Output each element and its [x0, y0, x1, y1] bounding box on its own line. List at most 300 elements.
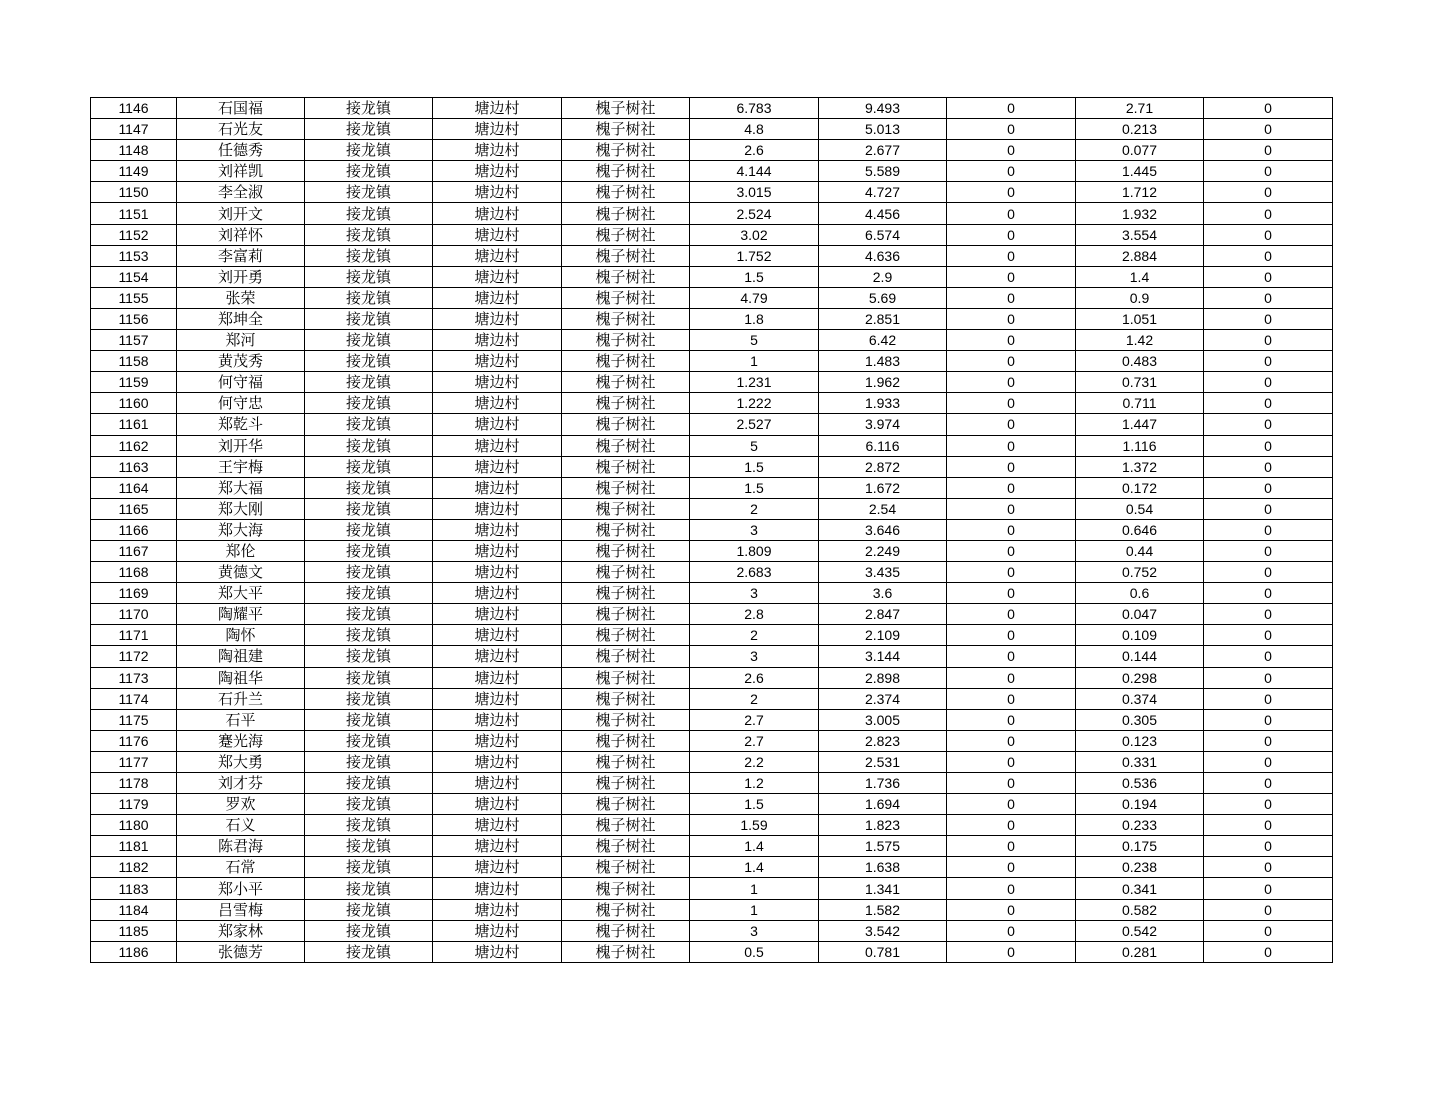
group-cell: 槐子树社 — [562, 372, 690, 393]
row-id-cell: 1174 — [91, 688, 177, 709]
name-cell: 石升兰 — [177, 688, 305, 709]
row-id-cell: 1181 — [91, 836, 177, 857]
town-cell: 接龙镇 — [305, 330, 433, 351]
village-cell: 塘边村 — [433, 709, 562, 730]
value-e-cell: 0 — [1204, 878, 1333, 899]
group-cell: 槐子树社 — [562, 245, 690, 266]
town-cell: 接龙镇 — [305, 245, 433, 266]
row-id-cell: 1157 — [91, 330, 177, 351]
value-e-cell: 0 — [1204, 751, 1333, 772]
row-id-cell: 1148 — [91, 140, 177, 161]
value-a-cell: 1.222 — [690, 393, 819, 414]
value-e-cell: 0 — [1204, 562, 1333, 583]
row-id-cell: 1163 — [91, 456, 177, 477]
value-d-cell: 0.175 — [1076, 836, 1204, 857]
town-cell: 接龙镇 — [305, 351, 433, 372]
value-d-cell: 1.051 — [1076, 308, 1204, 329]
table-row — [91, 245, 1333, 266]
value-d-cell: 0.752 — [1076, 562, 1204, 583]
village-cell: 塘边村 — [433, 266, 562, 287]
town-cell: 接龙镇 — [305, 161, 433, 182]
town-cell: 接龙镇 — [305, 730, 433, 751]
town-cell: 接龙镇 — [305, 920, 433, 941]
village-cell: 塘边村 — [433, 751, 562, 772]
value-c-cell: 0 — [947, 519, 1076, 540]
village-cell: 塘边村 — [433, 140, 562, 161]
value-e-cell: 0 — [1204, 224, 1333, 245]
value-a-cell: 3 — [690, 583, 819, 604]
row-id-cell: 1175 — [91, 709, 177, 730]
group-cell: 槐子树社 — [562, 878, 690, 899]
name-cell: 石义 — [177, 815, 305, 836]
value-b-cell: 3.974 — [819, 414, 947, 435]
value-d-cell: 0.109 — [1076, 625, 1204, 646]
value-b-cell: 1.736 — [819, 773, 947, 794]
town-cell: 接龙镇 — [305, 751, 433, 772]
value-a-cell: 6.783 — [690, 98, 819, 119]
value-c-cell: 0 — [947, 562, 1076, 583]
value-c-cell: 0 — [947, 667, 1076, 688]
row-id-cell: 1155 — [91, 287, 177, 308]
value-d-cell: 0.731 — [1076, 372, 1204, 393]
town-cell: 接龙镇 — [305, 562, 433, 583]
value-c-cell: 0 — [947, 98, 1076, 119]
value-e-cell: 0 — [1204, 245, 1333, 266]
name-cell: 刘祥怀 — [177, 224, 305, 245]
value-e-cell: 0 — [1204, 794, 1333, 815]
value-a-cell: 1 — [690, 351, 819, 372]
table-row — [91, 794, 1333, 815]
row-id-cell: 1161 — [91, 414, 177, 435]
table-row — [91, 519, 1333, 540]
row-id-cell: 1154 — [91, 266, 177, 287]
value-a-cell: 3 — [690, 920, 819, 941]
value-c-cell: 0 — [947, 730, 1076, 751]
village-cell: 塘边村 — [433, 203, 562, 224]
table-row — [91, 372, 1333, 393]
row-id-cell: 1153 — [91, 245, 177, 266]
town-cell: 接龙镇 — [305, 140, 433, 161]
value-e-cell: 0 — [1204, 646, 1333, 667]
name-cell: 李富莉 — [177, 245, 305, 266]
value-e-cell: 0 — [1204, 372, 1333, 393]
value-a-cell: 2.683 — [690, 562, 819, 583]
value-e-cell: 0 — [1204, 498, 1333, 519]
town-cell: 接龙镇 — [305, 435, 433, 456]
value-e-cell: 0 — [1204, 625, 1333, 646]
town-cell: 接龙镇 — [305, 372, 433, 393]
row-id-cell: 1165 — [91, 498, 177, 519]
group-cell: 槐子树社 — [562, 203, 690, 224]
group-cell: 槐子树社 — [562, 519, 690, 540]
group-cell: 槐子树社 — [562, 351, 690, 372]
value-a-cell: 1.5 — [690, 266, 819, 287]
table-row — [91, 224, 1333, 245]
name-cell: 黄德文 — [177, 562, 305, 583]
value-b-cell: 4.727 — [819, 182, 947, 203]
name-cell: 刘开文 — [177, 203, 305, 224]
row-id-cell: 1160 — [91, 393, 177, 414]
value-d-cell: 1.116 — [1076, 435, 1204, 456]
town-cell: 接龙镇 — [305, 857, 433, 878]
value-e-cell: 0 — [1204, 456, 1333, 477]
value-b-cell: 2.109 — [819, 625, 947, 646]
value-a-cell: 1.5 — [690, 456, 819, 477]
table-row — [91, 562, 1333, 583]
town-cell: 接龙镇 — [305, 583, 433, 604]
village-cell: 塘边村 — [433, 815, 562, 836]
value-a-cell: 3 — [690, 646, 819, 667]
town-cell: 接龙镇 — [305, 266, 433, 287]
group-cell: 槐子树社 — [562, 794, 690, 815]
value-d-cell: 0.123 — [1076, 730, 1204, 751]
table-row — [91, 435, 1333, 456]
name-cell: 郑坤全 — [177, 308, 305, 329]
value-a-cell: 2.6 — [690, 667, 819, 688]
group-cell: 槐子树社 — [562, 477, 690, 498]
group-cell: 槐子树社 — [562, 646, 690, 667]
group-cell: 槐子树社 — [562, 98, 690, 119]
value-b-cell: 1.823 — [819, 815, 947, 836]
town-cell: 接龙镇 — [305, 625, 433, 646]
village-cell: 塘边村 — [433, 119, 562, 140]
row-id-cell: 1158 — [91, 351, 177, 372]
value-a-cell: 2.7 — [690, 709, 819, 730]
table-row — [91, 730, 1333, 751]
town-cell: 接龙镇 — [305, 498, 433, 519]
row-id-cell: 1170 — [91, 604, 177, 625]
value-e-cell: 0 — [1204, 540, 1333, 561]
value-b-cell: 2.9 — [819, 266, 947, 287]
value-a-cell: 1.231 — [690, 372, 819, 393]
group-cell: 槐子树社 — [562, 583, 690, 604]
value-a-cell: 3 — [690, 519, 819, 540]
group-cell: 槐子树社 — [562, 709, 690, 730]
name-cell: 石常 — [177, 857, 305, 878]
value-e-cell: 0 — [1204, 161, 1333, 182]
value-e-cell: 0 — [1204, 330, 1333, 351]
group-cell: 槐子树社 — [562, 604, 690, 625]
table-row — [91, 709, 1333, 730]
table-row — [91, 98, 1333, 119]
village-cell: 塘边村 — [433, 941, 562, 962]
value-b-cell: 1.962 — [819, 372, 947, 393]
value-d-cell: 0.172 — [1076, 477, 1204, 498]
row-id-cell: 1156 — [91, 308, 177, 329]
value-a-cell: 0.5 — [690, 941, 819, 962]
value-e-cell: 0 — [1204, 477, 1333, 498]
town-cell: 接龙镇 — [305, 794, 433, 815]
table-row — [91, 477, 1333, 498]
village-cell: 塘边村 — [433, 625, 562, 646]
village-cell: 塘边村 — [433, 287, 562, 308]
name-cell: 郑大福 — [177, 477, 305, 498]
name-cell: 郑大勇 — [177, 751, 305, 772]
table-row — [91, 161, 1333, 182]
value-b-cell: 2.872 — [819, 456, 947, 477]
name-cell: 刘祥凯 — [177, 161, 305, 182]
group-cell: 槐子树社 — [562, 435, 690, 456]
table-row — [91, 878, 1333, 899]
village-cell: 塘边村 — [433, 688, 562, 709]
village-cell: 塘边村 — [433, 519, 562, 540]
value-d-cell: 1.42 — [1076, 330, 1204, 351]
value-d-cell: 0.047 — [1076, 604, 1204, 625]
value-a-cell: 2 — [690, 688, 819, 709]
village-cell: 塘边村 — [433, 646, 562, 667]
group-cell: 槐子树社 — [562, 182, 690, 203]
village-cell: 塘边村 — [433, 667, 562, 688]
village-cell: 塘边村 — [433, 414, 562, 435]
name-cell: 王宇梅 — [177, 456, 305, 477]
value-e-cell: 0 — [1204, 899, 1333, 920]
row-id-cell: 1186 — [91, 941, 177, 962]
town-cell: 接龙镇 — [305, 688, 433, 709]
village-cell: 塘边村 — [433, 878, 562, 899]
village-cell: 塘边村 — [433, 857, 562, 878]
value-c-cell: 0 — [947, 941, 1076, 962]
name-cell: 陶耀平 — [177, 604, 305, 625]
value-b-cell: 2.851 — [819, 308, 947, 329]
table-row — [91, 393, 1333, 414]
value-e-cell: 0 — [1204, 98, 1333, 119]
value-d-cell: 1.372 — [1076, 456, 1204, 477]
row-id-cell: 1147 — [91, 119, 177, 140]
name-cell: 郑大海 — [177, 519, 305, 540]
value-b-cell: 2.847 — [819, 604, 947, 625]
table-row — [91, 667, 1333, 688]
value-d-cell: 1.932 — [1076, 203, 1204, 224]
group-cell: 槐子树社 — [562, 224, 690, 245]
village-cell: 塘边村 — [433, 540, 562, 561]
group-cell: 槐子树社 — [562, 899, 690, 920]
value-e-cell: 0 — [1204, 308, 1333, 329]
value-b-cell: 3.6 — [819, 583, 947, 604]
row-id-cell: 1172 — [91, 646, 177, 667]
value-b-cell: 2.374 — [819, 688, 947, 709]
row-id-cell: 1183 — [91, 878, 177, 899]
value-a-cell: 3.015 — [690, 182, 819, 203]
value-a-cell: 5 — [690, 435, 819, 456]
value-d-cell: 0.44 — [1076, 540, 1204, 561]
value-d-cell: 2.71 — [1076, 98, 1204, 119]
value-d-cell: 0.233 — [1076, 815, 1204, 836]
row-id-cell: 1171 — [91, 625, 177, 646]
table-row — [91, 836, 1333, 857]
group-cell: 槐子树社 — [562, 287, 690, 308]
table-row — [91, 857, 1333, 878]
name-cell: 石平 — [177, 709, 305, 730]
value-e-cell: 0 — [1204, 583, 1333, 604]
value-a-cell: 1.8 — [690, 308, 819, 329]
value-a-cell: 2 — [690, 625, 819, 646]
value-c-cell: 0 — [947, 604, 1076, 625]
village-cell: 塘边村 — [433, 161, 562, 182]
value-d-cell: 0.238 — [1076, 857, 1204, 878]
value-d-cell: 2.884 — [1076, 245, 1204, 266]
value-a-cell: 1.809 — [690, 540, 819, 561]
table-row — [91, 583, 1333, 604]
name-cell: 郑小平 — [177, 878, 305, 899]
village-cell: 塘边村 — [433, 435, 562, 456]
value-c-cell: 0 — [947, 646, 1076, 667]
value-c-cell: 0 — [947, 414, 1076, 435]
value-c-cell: 0 — [947, 308, 1076, 329]
value-a-cell: 4.79 — [690, 287, 819, 308]
group-cell: 槐子树社 — [562, 773, 690, 794]
table-row — [91, 308, 1333, 329]
town-cell: 接龙镇 — [305, 119, 433, 140]
value-c-cell: 0 — [947, 182, 1076, 203]
table-row — [91, 540, 1333, 561]
value-b-cell: 9.493 — [819, 98, 947, 119]
town-cell: 接龙镇 — [305, 773, 433, 794]
row-id-cell: 1159 — [91, 372, 177, 393]
group-cell: 槐子树社 — [562, 920, 690, 941]
group-cell: 槐子树社 — [562, 941, 690, 962]
table-row — [91, 773, 1333, 794]
row-id-cell: 1166 — [91, 519, 177, 540]
value-c-cell: 0 — [947, 498, 1076, 519]
value-b-cell: 6.42 — [819, 330, 947, 351]
value-a-cell: 2.6 — [690, 140, 819, 161]
value-a-cell: 4.8 — [690, 119, 819, 140]
value-c-cell: 0 — [947, 372, 1076, 393]
town-cell: 接龙镇 — [305, 287, 433, 308]
value-d-cell: 0.582 — [1076, 899, 1204, 920]
value-d-cell: 0.144 — [1076, 646, 1204, 667]
name-cell: 石国福 — [177, 98, 305, 119]
group-cell: 槐子树社 — [562, 562, 690, 583]
value-e-cell: 0 — [1204, 203, 1333, 224]
town-cell: 接龙镇 — [305, 709, 433, 730]
village-cell: 塘边村 — [433, 393, 562, 414]
value-c-cell: 0 — [947, 625, 1076, 646]
value-c-cell: 0 — [947, 899, 1076, 920]
value-c-cell: 0 — [947, 224, 1076, 245]
value-c-cell: 0 — [947, 815, 1076, 836]
value-c-cell: 0 — [947, 161, 1076, 182]
value-b-cell: 0.781 — [819, 941, 947, 962]
row-id-cell: 1177 — [91, 751, 177, 772]
name-cell: 任德秀 — [177, 140, 305, 161]
group-cell: 槐子树社 — [562, 308, 690, 329]
name-cell: 李全淑 — [177, 182, 305, 203]
name-cell: 陈君海 — [177, 836, 305, 857]
value-c-cell: 0 — [947, 583, 1076, 604]
value-e-cell: 0 — [1204, 730, 1333, 751]
row-id-cell: 1179 — [91, 794, 177, 815]
table-row — [91, 688, 1333, 709]
town-cell: 接龙镇 — [305, 456, 433, 477]
value-c-cell: 0 — [947, 709, 1076, 730]
name-cell: 郑伦 — [177, 540, 305, 561]
table-row — [91, 941, 1333, 962]
table-row — [91, 498, 1333, 519]
group-cell: 槐子树社 — [562, 857, 690, 878]
town-cell: 接龙镇 — [305, 899, 433, 920]
value-a-cell: 1.4 — [690, 836, 819, 857]
value-b-cell: 1.933 — [819, 393, 947, 414]
value-e-cell: 0 — [1204, 836, 1333, 857]
value-e-cell: 0 — [1204, 266, 1333, 287]
value-e-cell: 0 — [1204, 688, 1333, 709]
value-a-cell: 1 — [690, 878, 819, 899]
group-cell: 槐子树社 — [562, 456, 690, 477]
value-e-cell: 0 — [1204, 140, 1333, 161]
value-b-cell: 2.823 — [819, 730, 947, 751]
value-c-cell: 0 — [947, 773, 1076, 794]
table-row — [91, 899, 1333, 920]
value-d-cell: 0.341 — [1076, 878, 1204, 899]
group-cell: 槐子树社 — [562, 119, 690, 140]
town-cell: 接龙镇 — [305, 540, 433, 561]
village-cell: 塘边村 — [433, 836, 562, 857]
value-b-cell: 5.69 — [819, 287, 947, 308]
value-b-cell: 5.013 — [819, 119, 947, 140]
value-b-cell: 2.249 — [819, 540, 947, 561]
name-cell: 刘才芬 — [177, 773, 305, 794]
value-e-cell: 0 — [1204, 182, 1333, 203]
group-cell: 槐子树社 — [562, 393, 690, 414]
value-b-cell: 4.636 — [819, 245, 947, 266]
town-cell: 接龙镇 — [305, 414, 433, 435]
group-cell: 槐子树社 — [562, 625, 690, 646]
value-b-cell: 1.483 — [819, 351, 947, 372]
table-row — [91, 203, 1333, 224]
value-c-cell: 0 — [947, 203, 1076, 224]
table-row — [91, 646, 1333, 667]
table-row — [91, 119, 1333, 140]
name-cell: 郑乾斗 — [177, 414, 305, 435]
value-b-cell: 3.005 — [819, 709, 947, 730]
value-a-cell: 1.5 — [690, 477, 819, 498]
value-b-cell: 3.435 — [819, 562, 947, 583]
row-id-cell: 1185 — [91, 920, 177, 941]
value-d-cell: 1.712 — [1076, 182, 1204, 203]
row-id-cell: 1173 — [91, 667, 177, 688]
value-d-cell: 0.298 — [1076, 667, 1204, 688]
name-cell: 罗欢 — [177, 794, 305, 815]
value-d-cell: 0.6 — [1076, 583, 1204, 604]
group-cell: 槐子树社 — [562, 540, 690, 561]
value-b-cell: 1.672 — [819, 477, 947, 498]
value-c-cell: 0 — [947, 751, 1076, 772]
group-cell: 槐子树社 — [562, 140, 690, 161]
name-cell: 刘开华 — [177, 435, 305, 456]
value-b-cell: 1.638 — [819, 857, 947, 878]
value-b-cell: 2.531 — [819, 751, 947, 772]
table-row — [91, 815, 1333, 836]
row-id-cell: 1162 — [91, 435, 177, 456]
row-id-cell: 1169 — [91, 583, 177, 604]
value-b-cell: 1.575 — [819, 836, 947, 857]
group-cell: 槐子树社 — [562, 815, 690, 836]
row-id-cell: 1182 — [91, 857, 177, 878]
value-a-cell: 1.2 — [690, 773, 819, 794]
table-body — [91, 98, 1333, 963]
town-cell: 接龙镇 — [305, 604, 433, 625]
name-cell: 刘开勇 — [177, 266, 305, 287]
value-d-cell: 0.374 — [1076, 688, 1204, 709]
village-cell: 塘边村 — [433, 583, 562, 604]
name-cell: 郑河 — [177, 330, 305, 351]
value-c-cell: 0 — [947, 330, 1076, 351]
value-e-cell: 0 — [1204, 393, 1333, 414]
group-cell: 槐子树社 — [562, 414, 690, 435]
table-row — [91, 330, 1333, 351]
value-b-cell: 3.144 — [819, 646, 947, 667]
